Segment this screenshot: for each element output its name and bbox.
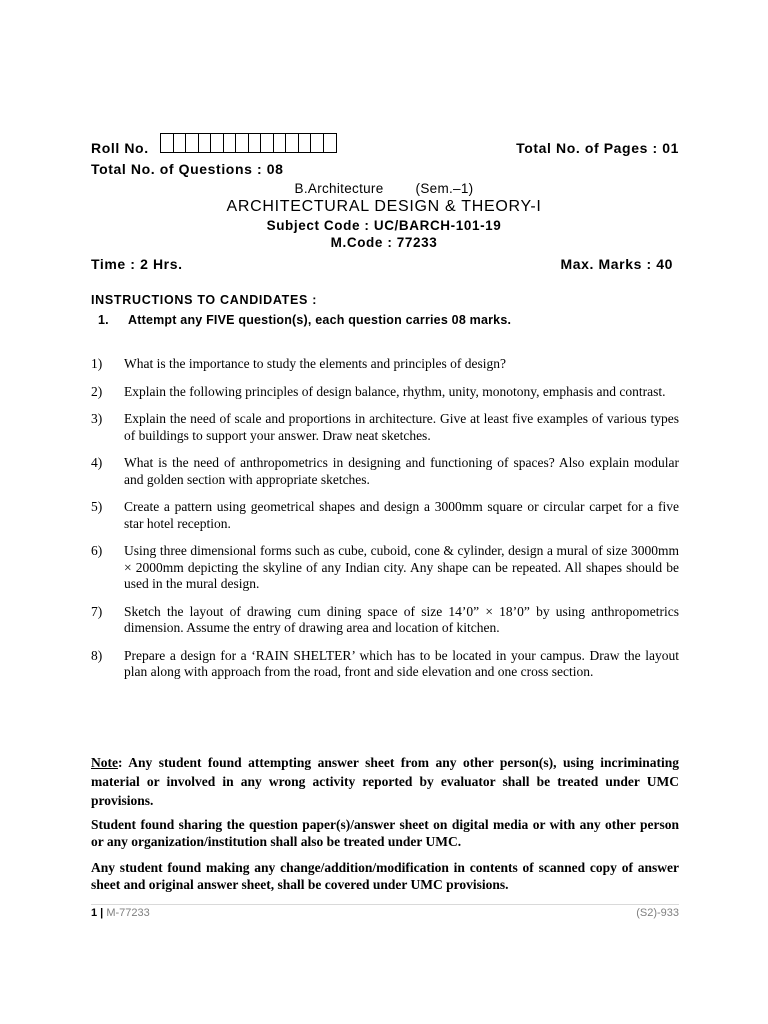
roll-number-box bbox=[199, 134, 212, 152]
question-item bbox=[91, 604, 679, 637]
roll-number-box bbox=[324, 134, 337, 152]
note-label: Note bbox=[91, 755, 118, 770]
paper-code: M-77233 bbox=[106, 907, 150, 919]
question-number: 1) bbox=[91, 356, 103, 371]
roll-number-box bbox=[211, 134, 224, 152]
note-paragraph: Any student found making any change/addition/modification in contents of scanned copy of answer sheet and original answer sheet, shall be covered under UMC provisions. bbox=[91, 860, 679, 892]
question-text: Using three dimensional forms such as cube, cuboid, cone & cylinder, design a mural of size 3000mm × 2000mm depicting the skyline of any Indian city. Any shape can be repeated. All shapes should be used in the mural design. bbox=[124, 543, 679, 591]
series-code: (S2)-933 bbox=[636, 907, 679, 919]
time-allowed: Time : 2 Hrs. bbox=[91, 256, 183, 272]
subject-title: ARCHITECTURAL DESIGN & THEORY-I bbox=[226, 198, 542, 215]
instructions-heading: INSTRUCTIONS TO CANDIDATES : bbox=[91, 293, 318, 307]
question-text: Prepare a design for a ‘RAIN SHELTER’ which has to be located in your campus. Draw the layout plan along with approach from the road, front and side elevation and one cross section. bbox=[124, 647, 679, 679]
question-item bbox=[91, 455, 679, 488]
footer-separator: | bbox=[97, 907, 107, 919]
subject-code: Subject Code : UC/BARCH-101-19 bbox=[266, 218, 502, 233]
semester: (Sem.–1) bbox=[415, 181, 474, 196]
roll-number-label: Roll No. bbox=[91, 140, 149, 156]
course-line bbox=[0, 181, 768, 196]
roll-number-box bbox=[299, 134, 312, 152]
roll-number-box bbox=[186, 134, 199, 152]
instruction-item bbox=[98, 313, 511, 327]
instruction-text: Attempt any FIVE question(s), each question carries 08 marks. bbox=[128, 313, 512, 327]
question-item bbox=[91, 356, 679, 373]
question-item bbox=[91, 543, 679, 593]
question-text: What is the need of anthropometrics in designing and functioning of spaces? Also explain modular and golden section with appropriate sketches. bbox=[124, 455, 679, 487]
question-number: 8) bbox=[91, 647, 103, 663]
question-number: 5) bbox=[91, 499, 103, 514]
roll-number-boxes bbox=[160, 133, 337, 153]
roll-number-box bbox=[174, 134, 187, 152]
roll-number-box bbox=[161, 134, 174, 152]
footer-left bbox=[91, 907, 150, 919]
roll-number-box bbox=[261, 134, 274, 152]
roll-number-row bbox=[91, 133, 679, 159]
question-text: Explain the following principles of design balance, rhythm, unity, monotony, emphasis and contrast. bbox=[124, 383, 666, 399]
note-text: : Any student found attempting answer sheet from any other person(s), using incriminating material or involved in any wrong activity reported by evaluator shall be treated under UMC provisions. bbox=[91, 755, 679, 808]
notes-section bbox=[91, 753, 679, 903]
question-item bbox=[91, 499, 679, 532]
roll-number-box bbox=[236, 134, 249, 152]
question-number: 7) bbox=[91, 603, 103, 619]
roll-number-box bbox=[224, 134, 237, 152]
total-questions: Total No. of Questions : 08 bbox=[91, 161, 284, 177]
note-paragraph: Student found sharing the question paper(s)/answer sheet on digital media or with any other person or any organization/institution shall also be treated under UMC. bbox=[91, 817, 679, 849]
question-text: Sketch the layout of drawing cum dining space of size 14’0” × 18’0” by using anthropometrics dimension. Assume the entry of drawing area and location of kitchen. bbox=[124, 603, 679, 635]
note-paragraph bbox=[91, 753, 679, 810]
time-marks-row bbox=[91, 256, 673, 276]
program-name: B.Architecture bbox=[294, 181, 384, 196]
question-item bbox=[91, 648, 679, 681]
question-number: 3) bbox=[91, 411, 103, 426]
question-text: What is the importance to study the elements and principles of design? bbox=[124, 356, 507, 371]
roll-number-box bbox=[274, 134, 287, 152]
footer-divider bbox=[91, 904, 679, 905]
total-pages: Total No. of Pages : 01 bbox=[516, 140, 679, 156]
question-number: 4) bbox=[91, 455, 103, 470]
question-text: Explain the need of scale and proportions in architecture. Give at least five examples of various types of buildings to support your answer. Draw neat sketches. bbox=[124, 411, 679, 443]
question-number: 2) bbox=[91, 383, 103, 399]
roll-number-box bbox=[311, 134, 324, 152]
instruction-number: 1. bbox=[98, 313, 109, 327]
question-list bbox=[91, 356, 679, 692]
roll-number-box bbox=[249, 134, 262, 152]
question-item bbox=[91, 384, 679, 401]
question-item bbox=[91, 411, 679, 444]
page-number: 1 bbox=[91, 907, 98, 919]
max-marks: Max. Marks : 40 bbox=[560, 256, 673, 272]
question-text: Create a pattern using geometrical shapes and design a 3000mm square or circular carpet for a five star hotel reception. bbox=[124, 499, 679, 531]
question-number: 6) bbox=[91, 543, 103, 558]
m-code: M.Code : 77233 bbox=[330, 235, 438, 250]
roll-number-box bbox=[286, 134, 299, 152]
